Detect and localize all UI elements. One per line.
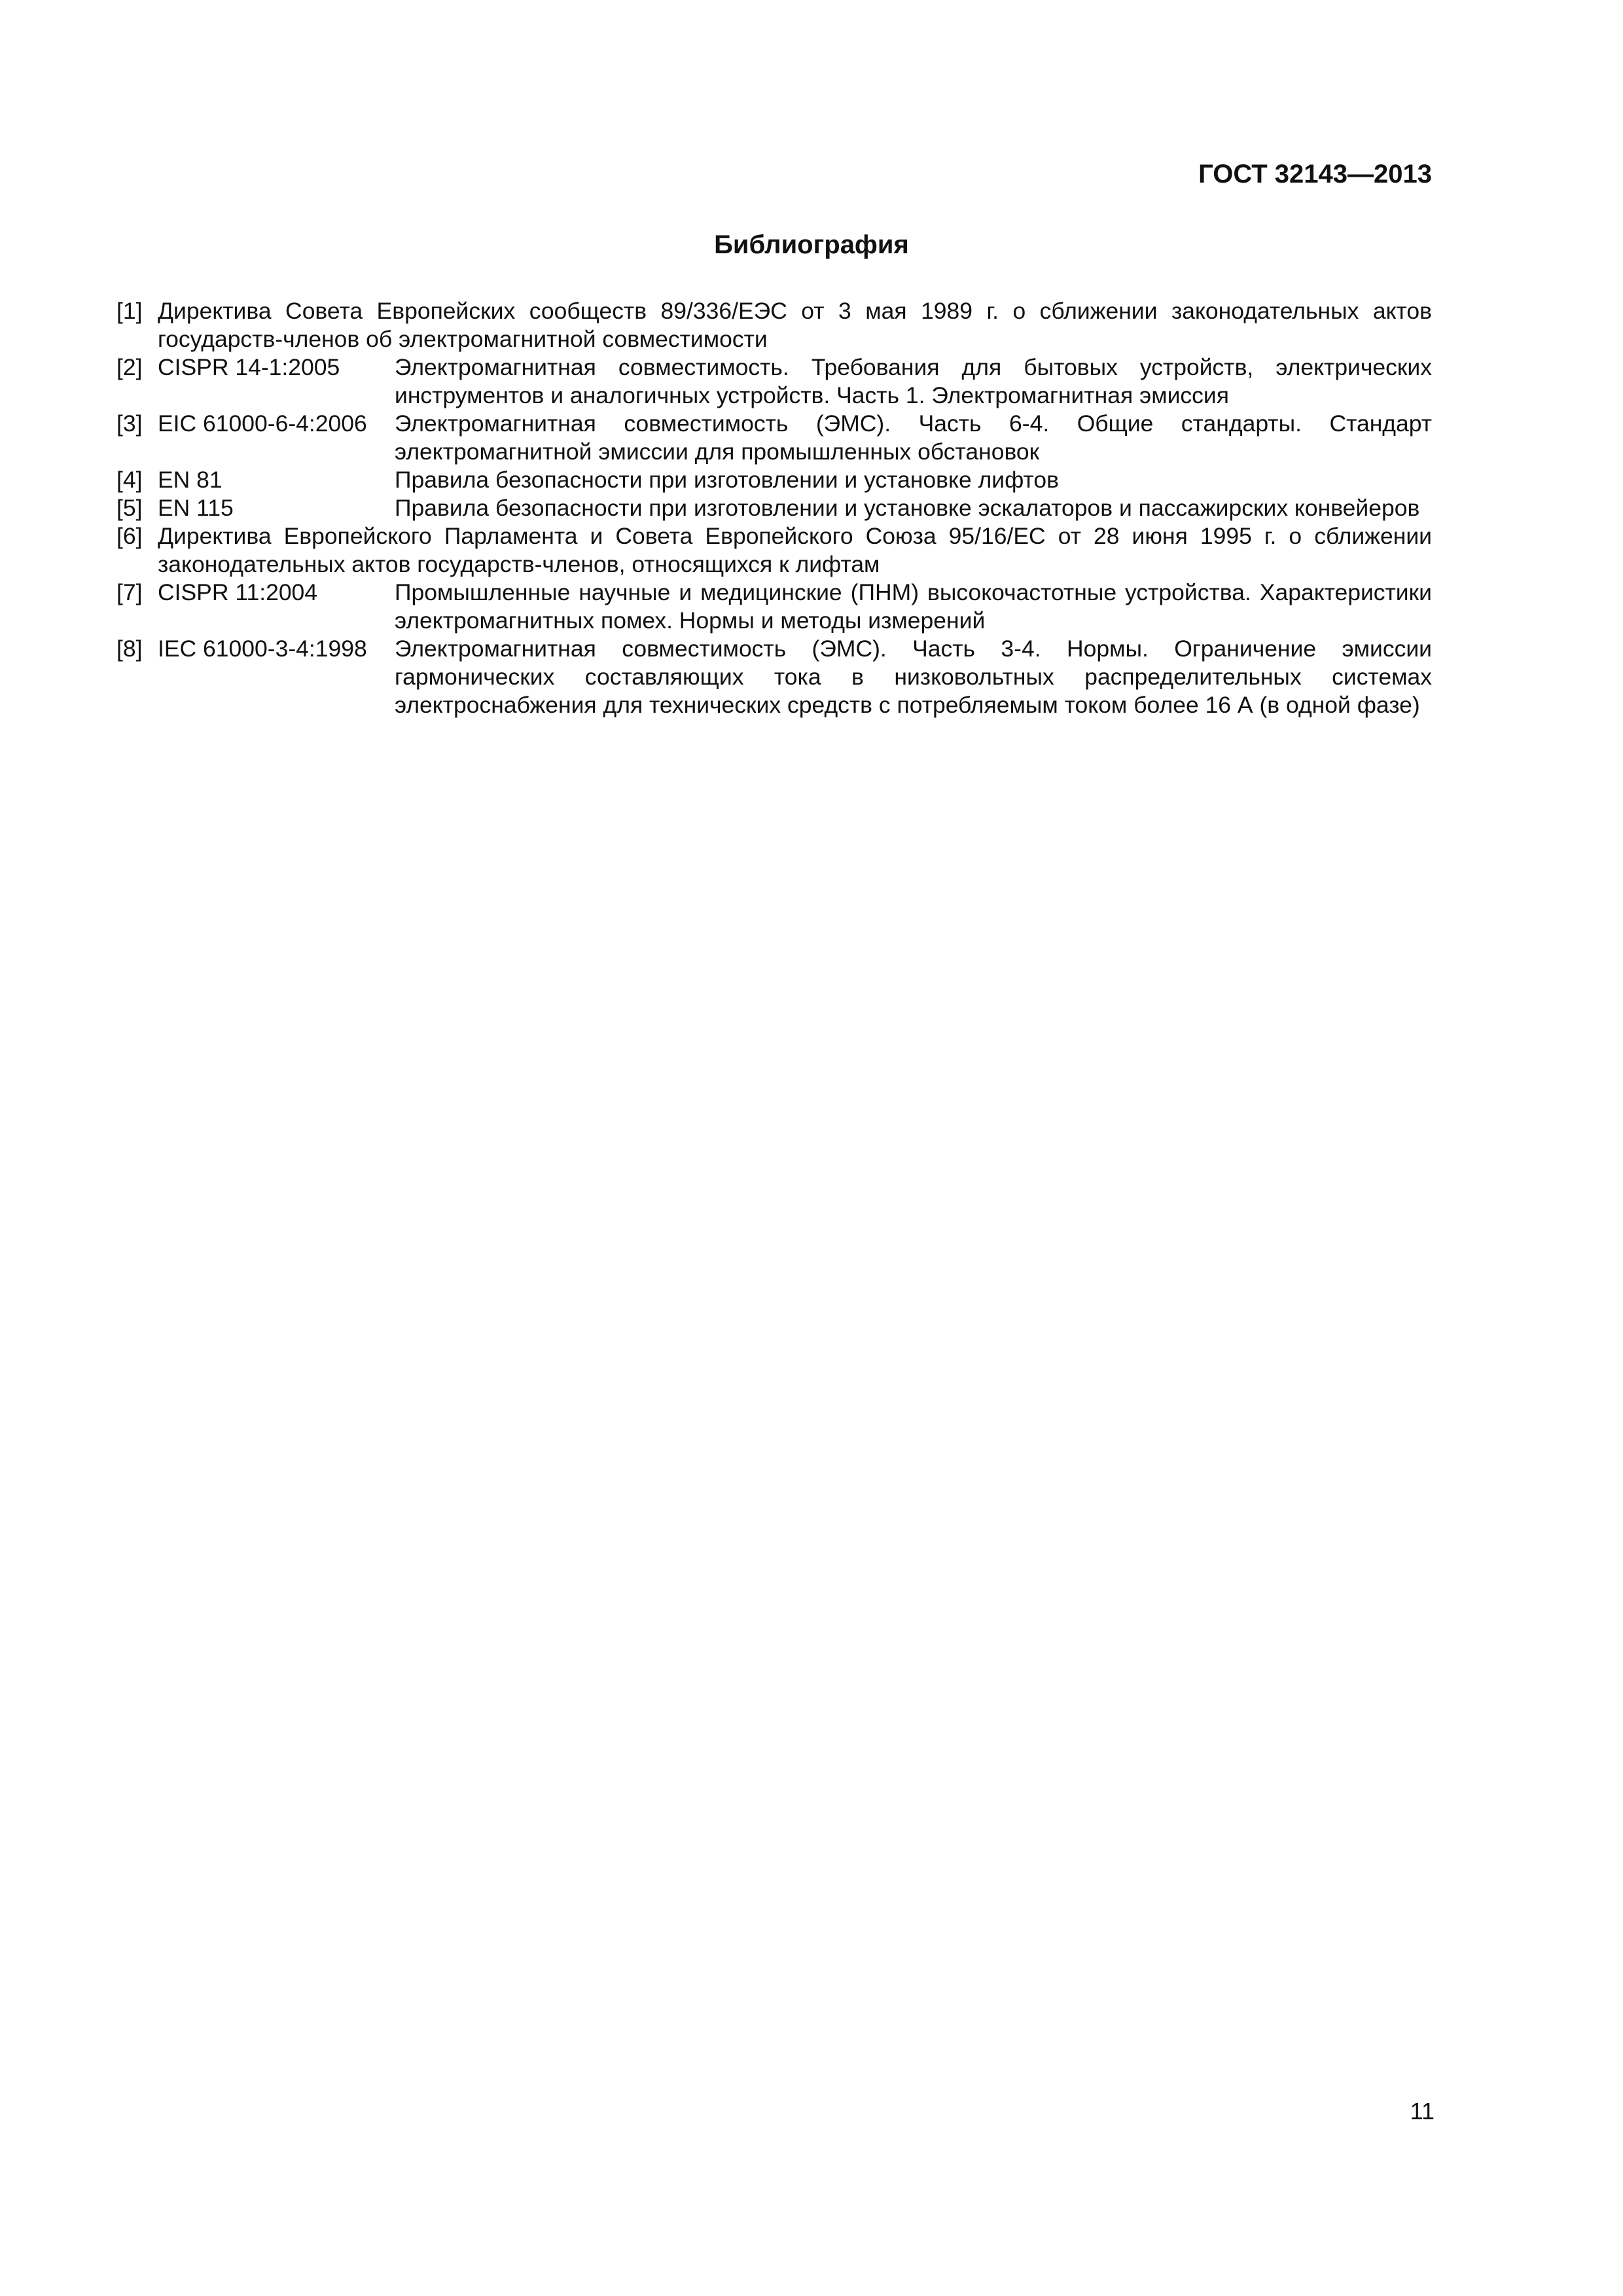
entry-text: Электромагнитная совместимость. Требования для бытовых устройств, электрических инструментов и аналогичных устройств. Часть 1. Электромагнитная эмиссия <box>395 354 1432 408</box>
entry-text: Правила безопасности при изготовлении и установке лифтов <box>395 467 1060 493</box>
page-number: 11 <box>1410 2098 1435 2125</box>
entry-reference: EIC 61000-6-4:2006 <box>158 410 367 437</box>
entry-number: [3] <box>116 410 143 437</box>
bibliography-entry-4 <box>116 466 1432 494</box>
entry-reference: IEC 61000-3-4:1998 <box>158 636 367 662</box>
entry-reference: CISPR 11:2004 <box>158 579 318 605</box>
bibliography-entry-3 <box>116 410 1432 466</box>
bibliography-entry-8 <box>116 635 1432 719</box>
entry-text: Правила безопасности при изготовлении и установке эскалаторов и пассажирских конвейеров <box>395 495 1420 521</box>
entry-number: [5] <box>116 495 143 521</box>
entry-number: [4] <box>116 467 143 493</box>
bibliography-entry-6 <box>116 522 1432 579</box>
entry-number: [2] <box>116 354 143 380</box>
entry-number: [1] <box>116 298 143 324</box>
entry-number: [6] <box>116 523 143 549</box>
entry-text: Промышленные научные и медицинские (ПНМ) высокочастотные устройства. Характеристики электромагнитных помех. Нормы и методы измерений <box>395 579 1432 634</box>
entry-text: Директива Совета Европейских сообществ 89/336/ЕЭС от 3 мая 1989 г. о сближении законодательных актов государств-членов об электромагнитной совместимости <box>158 298 1432 352</box>
bibliography-entry-1 <box>116 297 1432 353</box>
entry-reference: EN 81 <box>158 467 223 493</box>
entry-number: [8] <box>116 636 143 662</box>
entry-text: Директива Европейского Парламента и Совета Европейского Союза 95/16/ЕС от 28 июня 1995 г. о сближении законодательных актов государств-членов, относящихся к лифтам <box>158 523 1432 577</box>
entry-reference: EN 115 <box>158 495 234 521</box>
bibliography-heading: Библиография <box>714 230 909 259</box>
bibliography-entry-5 <box>116 494 1432 522</box>
document-code: ГОСТ 32143—2013 <box>1198 160 1432 188</box>
entry-text: Электромагнитная совместимость (ЭМС). Часть 6-4. Общие стандарты. Стандарт электромагнитной эмиссии для промышленных обстановок <box>395 410 1432 465</box>
bibliography-entry-2 <box>116 353 1432 410</box>
entry-text: Электромагнитная совместимость (ЭМС). Часть 3-4. Нормы. Ограничение эмиссии гармонических составляющих тока в низковольтных распределительных системах электроснабжения для технических средств с потребляемым током более 16 А (в одной фазе) <box>395 636 1432 718</box>
bibliography-entry-7 <box>116 579 1432 635</box>
bibliography-list <box>116 297 1432 719</box>
entry-number: [7] <box>116 579 143 605</box>
entry-reference: CISPR 14-1:2005 <box>158 354 340 380</box>
